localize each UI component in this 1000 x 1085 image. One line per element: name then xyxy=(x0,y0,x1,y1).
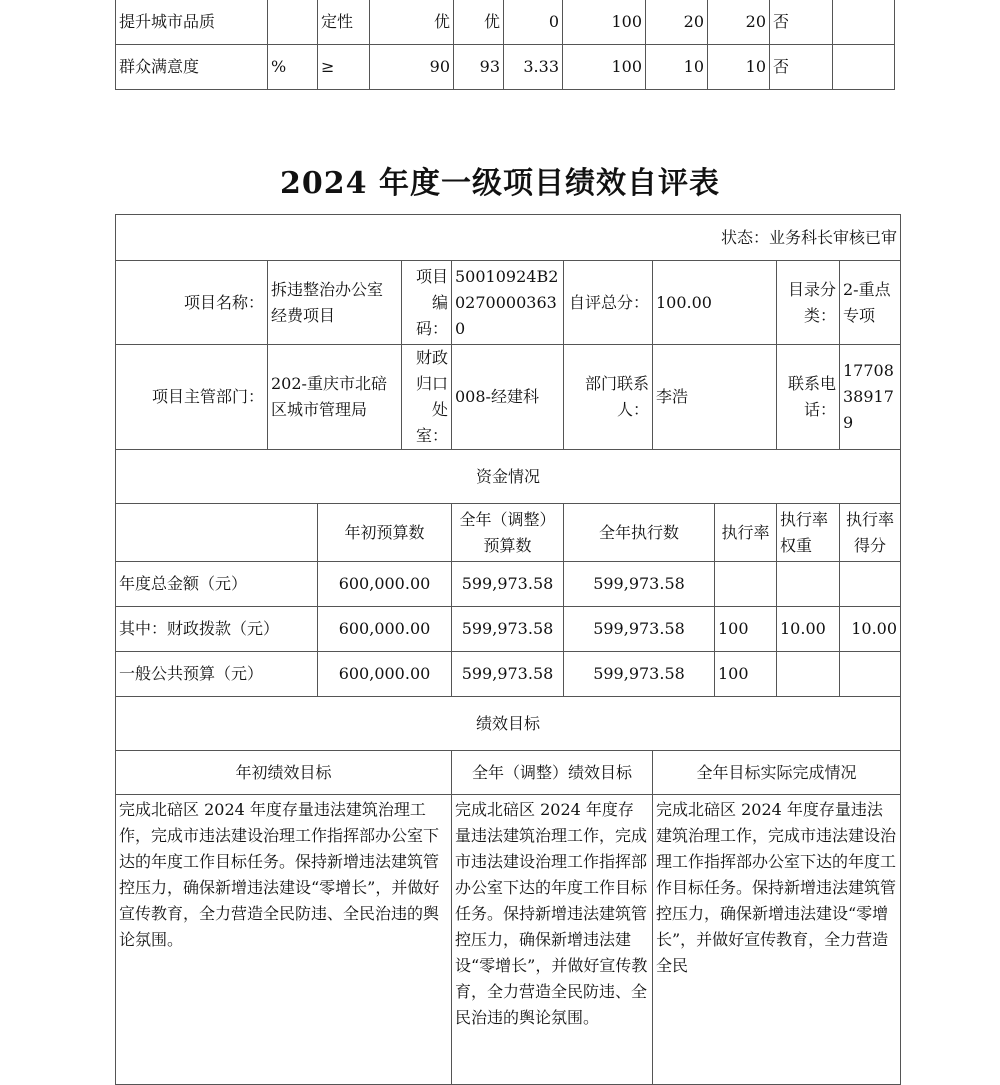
indicator-operator: 定性 xyxy=(318,0,370,45)
funds-row-score xyxy=(840,562,901,607)
dept: 202-重庆市北碚区城市管理局 xyxy=(268,345,402,450)
dept-label: 项目主管部门： xyxy=(116,345,268,450)
funds-row-weight xyxy=(777,652,840,697)
goals-header-adjusted: 全年（调整）绩效目标 xyxy=(452,751,653,795)
funds-header-executed: 全年执行数 xyxy=(564,504,715,562)
funds-row xyxy=(116,562,901,607)
self-score-label: 自评总分： xyxy=(564,261,653,345)
funds-row-adjusted: 599,973.58 xyxy=(452,652,564,697)
funds-row-adjusted: 599,973.58 xyxy=(452,562,564,607)
funds-header-initial: 年初预算数 xyxy=(318,504,452,562)
funds-row-executed: 599,973.58 xyxy=(564,607,715,652)
indicator-unit xyxy=(268,0,318,45)
funds-row xyxy=(116,652,901,697)
funds-row xyxy=(116,607,901,652)
indicator-score: 20 xyxy=(708,0,770,45)
indicator-deviation: 3.33 xyxy=(504,45,563,90)
indicator-name: 群众满意度 xyxy=(116,45,268,90)
indicator-deviation: 0 xyxy=(504,0,563,45)
funds-header-adjusted: 全年（调整）预算数 xyxy=(452,504,564,562)
funds-row-executed: 599,973.58 xyxy=(564,562,715,607)
indicator-target: 90 xyxy=(370,45,454,90)
indicator-weight: 10 xyxy=(646,45,708,90)
project-name-label: 项目名称： xyxy=(116,261,268,345)
catalog: 2-重点专项 xyxy=(840,261,901,345)
funds-row-rate xyxy=(715,562,777,607)
finance-office: 008-经建科 xyxy=(452,345,564,450)
contact: 李浩 xyxy=(653,345,777,450)
funds-row-weight: 10.00 xyxy=(777,607,840,652)
funds-row-initial: 600,000.00 xyxy=(318,562,452,607)
indicator-operator: ≥ xyxy=(318,45,370,90)
indicator-note xyxy=(833,45,895,90)
funds-row-rate: 100 xyxy=(715,652,777,697)
funds-row-score: 10.00 xyxy=(840,607,901,652)
goals-section-title: 绩效目标 xyxy=(116,697,901,751)
indicator-flag: 否 xyxy=(770,45,833,90)
funds-section-title: 资金情况 xyxy=(116,450,901,504)
funds-row-score xyxy=(840,652,901,697)
catalog-label: 目录分类： xyxy=(777,261,840,345)
status-text: 状态：业务科长审核已审 xyxy=(116,215,901,261)
project-code: 50010924B202700003630 xyxy=(452,261,564,345)
finance-office-label: 财政归口处室： xyxy=(402,345,452,450)
evaluation-table xyxy=(115,214,901,1085)
funds-header-blank xyxy=(116,504,318,562)
goals-header-initial: 年初绩效目标 xyxy=(116,751,452,795)
indicator-weight: 20 xyxy=(646,0,708,45)
indicator-completion: 100 xyxy=(563,0,646,45)
goal-initial-text: 完成北碚区 2024 年度存量违法建筑治理工作，完成市违法建设治理工作指挥部办公室下达的年度工作目标任务。保持新增违法建筑管控压力，确保新增违法建设“零增长”，并做好宣传教育，全力营造全民防违、全民治违的舆论氛围。 xyxy=(116,795,452,1085)
indicator-name: 提升城市品质 xyxy=(116,0,268,45)
funds-row-initial: 600,000.00 xyxy=(318,652,452,697)
goal-adjusted-text: 完成北碚区 2024 年度存量违法建筑治理工作，完成市违法建设治理工作指挥部办公室下达的年度工作目标任务。保持新增违法建筑管控压力，确保新增违法建设“零增长”，并做好宣传教育，全力营造全民防违、全民治违的舆论氛围。 xyxy=(452,795,653,1085)
indicator-score: 10 xyxy=(708,45,770,90)
indicator-actual: 优 xyxy=(454,0,504,45)
page-title: 2024 年度一级项目绩效自评表 xyxy=(280,166,720,201)
indicator-row xyxy=(116,45,895,90)
funds-header-score: 执行率得分 xyxy=(840,504,901,562)
indicator-target: 优 xyxy=(370,0,454,45)
funds-header-weight: 执行率权重 xyxy=(777,504,840,562)
goal-actual-text: 完成北碚区 2024 年度存量违法建筑治理工作，完成市违法建设治理工作指挥部办公室下达的年度工作目标任务。保持新增违法建筑管控压力，确保新增违法建设“零增长”，并做好宣传教育，全力营造全民 xyxy=(653,795,901,1085)
funds-row-executed: 599,973.58 xyxy=(564,652,715,697)
goals-header-actual: 全年目标实际完成情况 xyxy=(653,751,901,795)
indicator-actual: 93 xyxy=(454,45,504,90)
indicator-unit: % xyxy=(268,45,318,90)
indicator-note xyxy=(833,0,895,45)
project-code-label: 项目编码： xyxy=(402,261,452,345)
project-name: 拆违整治办公室经费项目 xyxy=(268,261,402,345)
phone: 17708389179 xyxy=(840,345,901,450)
phone-label: 联系电话： xyxy=(777,345,840,450)
funds-row-weight xyxy=(777,562,840,607)
funds-row-adjusted: 599,973.58 xyxy=(452,607,564,652)
funds-row-initial: 600,000.00 xyxy=(318,607,452,652)
funds-row-label: 其中：财政拨款（元） xyxy=(116,607,318,652)
indicator-flag: 否 xyxy=(770,0,833,45)
funds-header-rate: 执行率 xyxy=(715,504,777,562)
funds-row-rate: 100 xyxy=(715,607,777,652)
indicator-row xyxy=(116,0,895,45)
indicator-table xyxy=(115,0,895,90)
funds-row-label: 一般公共预算（元） xyxy=(116,652,318,697)
contact-label: 部门联系人： xyxy=(564,345,653,450)
indicator-completion: 100 xyxy=(563,45,646,90)
funds-row-label: 年度总金额（元） xyxy=(116,562,318,607)
self-score: 100.00 xyxy=(653,261,777,345)
